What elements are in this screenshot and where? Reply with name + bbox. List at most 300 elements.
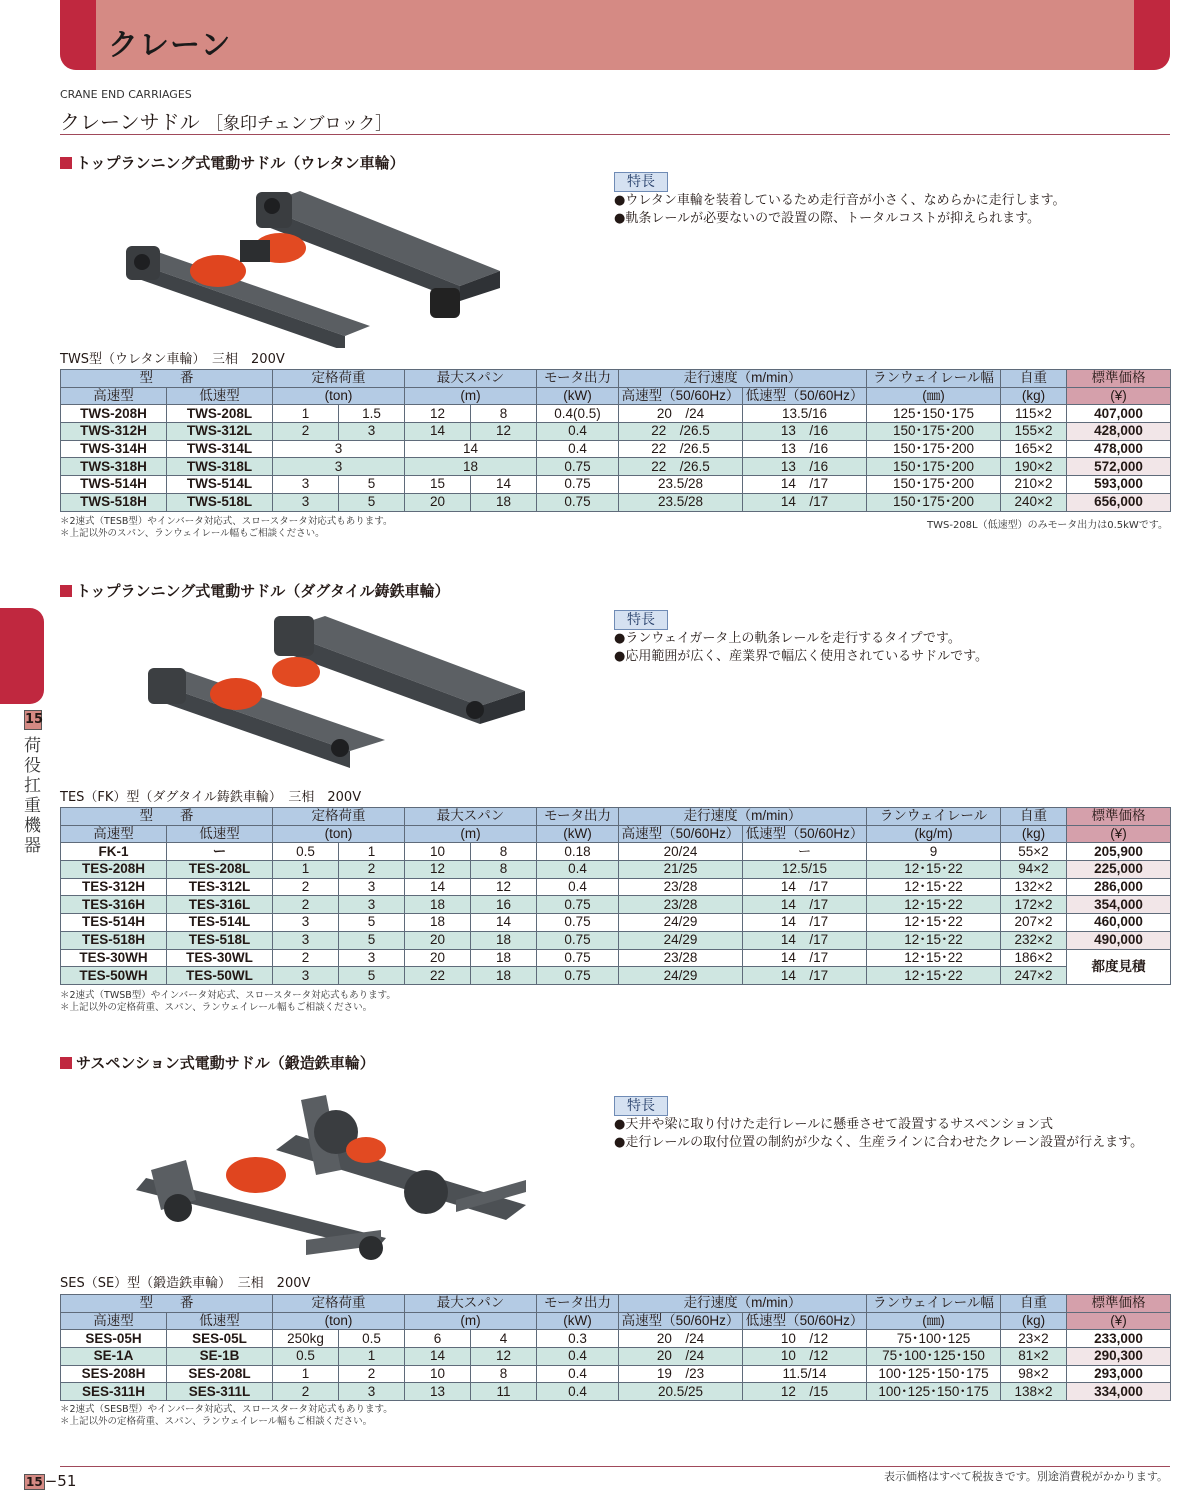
feature-badge-tws: 特長	[614, 172, 668, 192]
cell-model-fast: TWS-518H	[61, 493, 167, 511]
th-motor: モータ出力	[537, 1295, 619, 1313]
cell-price: 656,000	[1067, 493, 1171, 511]
feature-item: ●応用範囲が広く、産業界で幅広く使用されているサドルです。	[614, 649, 989, 664]
th-speed-slow: 低速型（50/60Hz）	[743, 387, 867, 405]
cell-price: 290,300	[1067, 1348, 1171, 1366]
cell-span-fast: 10	[405, 1365, 471, 1383]
feature-item: ●軌条レールが必要ないので設置の際、トータルコストが抑えられます。	[614, 211, 1041, 226]
cell-load-slow: 5	[339, 476, 405, 494]
cell-load-slow: 0.5	[339, 1330, 405, 1348]
cell-load-fast: 2	[273, 949, 339, 967]
cell-model-slow: TES-50WL	[167, 967, 273, 985]
feature-item: ●ウレタン車輪を装着しているため走行音が小さく、なめらかに走行します。	[614, 193, 1066, 208]
cell-rail: 75･100･125･150	[867, 1348, 1001, 1366]
table-row	[61, 405, 1171, 423]
cell-speed-slow: 12.5/15	[743, 861, 867, 879]
table-row	[61, 1348, 1171, 1366]
cell-span-slow: 11	[471, 1383, 537, 1401]
feature-item: ●ランウェイガータ上の軌条レールを走行するタイプです。	[614, 631, 961, 646]
table-row	[61, 967, 1171, 985]
table-row	[61, 878, 1171, 896]
th-span: 最大スパン	[405, 808, 537, 826]
cell-speed-slow: 12 /15	[743, 1383, 867, 1401]
table-row	[61, 914, 1171, 932]
cell-motor: 0.18	[537, 843, 619, 861]
th-rail: ランウェイレール幅	[867, 370, 1001, 388]
cell-load-fast: 1	[273, 861, 339, 879]
th-fast: 高速型	[61, 387, 167, 405]
cell-weight: 190×2	[1001, 458, 1067, 476]
note-item: ＊上記以外のスパン、ランウェイレール幅もご相談ください。	[60, 528, 325, 539]
th-rail-unit: (㎜)	[867, 1312, 1001, 1330]
page-title: クレーン	[108, 28, 232, 63]
th-price: 標準価格	[1067, 808, 1171, 826]
cell-speed-slow: 14 /17	[743, 931, 867, 949]
cell-model-slow: TWS-318L	[167, 458, 273, 476]
cell-rail: 12･15･22	[867, 878, 1001, 896]
subtitle-en: CRANE END CARRIAGES	[60, 88, 192, 101]
cell-weight: 210×2	[1001, 476, 1067, 494]
note-item: ＊上記以外の定格荷重、スパン、ランウェイレール幅もご相談ください。	[60, 1002, 373, 1013]
cell-price: 572,000	[1067, 458, 1171, 476]
cell-load-fast: 2	[273, 896, 339, 914]
th-weight: 自重	[1001, 1295, 1067, 1313]
cell-model-slow: TES-518L	[167, 931, 273, 949]
th-slow: 低速型	[167, 1312, 273, 1330]
cell-load-slow: 2	[339, 861, 405, 879]
cell-speed-fast: 22 /26.5	[619, 423, 743, 441]
th-motor-unit: (kW)	[537, 387, 619, 405]
spec-table-ses	[60, 1294, 1171, 1401]
cell-price: 293,000	[1067, 1365, 1171, 1383]
th-span: 最大スパン	[405, 1295, 537, 1313]
cell-price: 428,000	[1067, 423, 1171, 441]
cell-rail: 150･175･200	[867, 423, 1001, 441]
cell-load-fast: 3	[273, 914, 339, 932]
cell-rail: 75･100･125	[867, 1330, 1001, 1348]
cell-model-slow: TES-316L	[167, 896, 273, 914]
cell-price: 205,900	[1067, 843, 1171, 861]
cell-span-slow: 14	[471, 914, 537, 932]
th-load-unit: (ton)	[273, 825, 405, 843]
feature-list-ses	[614, 1116, 1143, 1152]
cell-rail: 150･175･200	[867, 440, 1001, 458]
th-weight: 自重	[1001, 808, 1067, 826]
header-accent-right	[1134, 0, 1170, 70]
cell-load-slow: 1	[339, 1348, 405, 1366]
table-row	[61, 458, 1171, 476]
th-span-unit: (m)	[405, 387, 537, 405]
cell-span-slow: 14	[471, 476, 537, 494]
cell-load-fast: 250kg	[273, 1330, 339, 1348]
section-title-text: トップランニング式電動サドル（ダグタイル鋳鉄車輪）	[76, 582, 450, 600]
cell-rail: 150･175･200	[867, 476, 1001, 494]
cell-span-slow: 18	[471, 949, 537, 967]
page-number	[24, 1472, 76, 1490]
cell-speed-fast: 20/24	[619, 843, 743, 861]
th-price: 標準価格	[1067, 1295, 1171, 1313]
side-chapter-number: 15	[24, 710, 42, 730]
cell-model-slow: TWS-208L	[167, 405, 273, 423]
cell-weight: 247×2	[1001, 967, 1067, 985]
cell-price: 354,000	[1067, 896, 1171, 914]
cell-speed-slow: 13 /16	[743, 458, 867, 476]
notes-ses	[60, 1404, 393, 1428]
cell-load-fast: 2	[273, 1383, 339, 1401]
cell-load-slow: 3	[339, 896, 405, 914]
cell-span-slow: 8	[471, 861, 537, 879]
cell-span-fast: 14	[405, 1348, 471, 1366]
cell-model-slow: TES-514L	[167, 914, 273, 932]
cell-load-slow: 3	[339, 878, 405, 896]
cell-span-fast: 10	[405, 843, 471, 861]
cell-load-fast: 2	[273, 878, 339, 896]
cell-span-slow: 12	[471, 1348, 537, 1366]
table-row	[61, 476, 1171, 494]
table-row	[61, 896, 1171, 914]
cell-speed-fast: 24/29	[619, 967, 743, 985]
cell-speed-fast: 24/29	[619, 914, 743, 932]
cell-load-fast: 3	[273, 967, 339, 985]
table-caption-ses: SES（SE）型（鍛造鉄車輪） 三相 200V	[60, 1276, 311, 1291]
th-model: 型 番	[61, 1295, 273, 1313]
cell-span-fast: 15	[405, 476, 471, 494]
feature-item: ●走行レールの取付位置の制約が少なく、生産ラインに合わせたクレーン設置が行えます。	[614, 1135, 1144, 1150]
cell-span-slow: 18	[471, 931, 537, 949]
th-load: 定格荷重	[273, 370, 405, 388]
cell-load-slow: 5	[339, 493, 405, 511]
cell-model-fast: TWS-312H	[61, 423, 167, 441]
th-span: 最大スパン	[405, 370, 537, 388]
section-marker	[60, 157, 72, 169]
cell-model-fast: TWS-514H	[61, 476, 167, 494]
cell-speed-fast: 20 /24	[619, 1348, 743, 1366]
cell-model-fast: FK-1	[61, 843, 167, 861]
cell-load-slow: 2	[339, 1365, 405, 1383]
cell-load-fast: 1	[273, 1365, 339, 1383]
th-speed: 走行速度（m/min）	[619, 808, 867, 826]
cell-span-slow: 12	[471, 423, 537, 441]
tes-saddle-photo	[140, 606, 530, 776]
cell-span-fast: 14	[405, 423, 471, 441]
cell-model-fast: TWS-208H	[61, 405, 167, 423]
th-price-unit: (¥)	[1067, 825, 1171, 843]
cell-load-slow: 1	[339, 843, 405, 861]
cell-model-fast: TES-312H	[61, 878, 167, 896]
cell-weight: 186×2	[1001, 949, 1067, 967]
th-motor: モータ出力	[537, 370, 619, 388]
th-motor-unit: (kW)	[537, 1312, 619, 1330]
cell-weight: 94×2	[1001, 861, 1067, 879]
cell-price: 286,000	[1067, 878, 1171, 896]
cell-speed-slow: ー	[743, 843, 867, 861]
cell-weight: 232×2	[1001, 931, 1067, 949]
cell-span-fast: 14	[405, 878, 471, 896]
cell-model-fast: TES-518H	[61, 931, 167, 949]
cell-motor: 0.4(0.5)	[537, 405, 619, 423]
cell-span-fast: 6	[405, 1330, 471, 1348]
th-weight: 自重	[1001, 370, 1067, 388]
cell-model-fast: SES-311H	[61, 1383, 167, 1401]
cell-load-fast: 1	[273, 405, 339, 423]
cell-motor: 0.75	[537, 914, 619, 932]
cell-model-fast: TES-50WH	[61, 967, 167, 985]
cell-speed-slow: 13 /16	[743, 440, 867, 458]
th-motor-unit: (kW)	[537, 825, 619, 843]
th-weight-unit: (kg)	[1001, 387, 1067, 405]
th-weight-unit: (kg)	[1001, 825, 1067, 843]
th-span-unit: (m)	[405, 1312, 537, 1330]
cell-span-fast: 12	[405, 861, 471, 879]
cell-span-fast: 20	[405, 493, 471, 511]
subtitle-maker: ［象印チェンブロック］	[205, 114, 393, 134]
table-row	[61, 949, 1171, 967]
section-title-ses	[60, 1052, 375, 1073]
cell-model-slow: SES-05L	[167, 1330, 273, 1348]
cell-speed-fast: 20.5/25	[619, 1383, 743, 1401]
side-tab	[0, 608, 44, 704]
notes-tes	[60, 990, 396, 1014]
cell-model-slow: TWS-312L	[167, 423, 273, 441]
cell-load: 3	[273, 458, 405, 476]
cell-span-slow: 12	[471, 878, 537, 896]
cell-load-slow: 3	[339, 949, 405, 967]
cell-span-slow: 16	[471, 896, 537, 914]
cell-span-fast: 13	[405, 1383, 471, 1401]
cell-motor: 0.4	[537, 440, 619, 458]
th-rail-unit: (kg/m)	[867, 825, 1001, 843]
note-item: ＊2速式（TESB型）やインバータ対応式、スロースタータ対応式もあります。	[60, 516, 393, 527]
spec-table-tes	[60, 807, 1171, 985]
table-row	[61, 1383, 1171, 1401]
cell-span-fast: 18	[405, 896, 471, 914]
cell-span-slow: 18	[471, 493, 537, 511]
th-load: 定格荷重	[273, 808, 405, 826]
cell-load-fast: 2	[273, 423, 339, 441]
cell-load-slow: 3	[339, 1383, 405, 1401]
cell-speed-fast: 21/25	[619, 861, 743, 879]
cell-motor: 0.75	[537, 931, 619, 949]
cell-price: 593,000	[1067, 476, 1171, 494]
cell-speed-slow: 13.5/16	[743, 405, 867, 423]
cell-load-fast: 3	[273, 493, 339, 511]
th-rail-unit: (㎜)	[867, 387, 1001, 405]
table-row	[61, 861, 1171, 879]
cell-price: 478,000	[1067, 440, 1171, 458]
cell-speed-fast: 23.5/28	[619, 476, 743, 494]
ses-saddle-photo	[126, 1080, 546, 1270]
cell-rail: 12･15･22	[867, 967, 1001, 985]
tws-saddle-photo	[120, 176, 510, 348]
cell-span-fast: 20	[405, 949, 471, 967]
cell-motor: 0.4	[537, 1383, 619, 1401]
th-rail: ランウェイレール幅	[867, 1295, 1001, 1313]
feature-item: ●天井や梁に取り付けた走行レールに懸垂させて設置するサスペンション式	[614, 1117, 1053, 1132]
cell-speed-slow: 14 /17	[743, 896, 867, 914]
cell-speed-slow: 14 /17	[743, 878, 867, 896]
cell-motor: 0.4	[537, 423, 619, 441]
th-span-unit: (m)	[405, 825, 537, 843]
cell-model-slow: TES-30WL	[167, 949, 273, 967]
subtitle-jp	[60, 106, 392, 135]
subtitle-divider	[60, 134, 1170, 135]
cell-weight: 207×2	[1001, 914, 1067, 932]
cell-weight: 165×2	[1001, 440, 1067, 458]
th-model: 型 番	[61, 370, 273, 388]
cell-rail: 100･125･150･175	[867, 1365, 1001, 1383]
th-price: 標準価格	[1067, 370, 1171, 388]
cell-motor: 0.75	[537, 458, 619, 476]
cell-motor: 0.4	[537, 1348, 619, 1366]
cell-speed-slow: 11.5/14	[743, 1365, 867, 1383]
cell-load-slow: 5	[339, 967, 405, 985]
th-price-unit: (¥)	[1067, 387, 1171, 405]
th-load-unit: (ton)	[273, 387, 405, 405]
cell-span-fast: 20	[405, 931, 471, 949]
cell-model-fast: TES-208H	[61, 861, 167, 879]
cell-load-slow: 5	[339, 931, 405, 949]
th-speed-fast: 高速型（50/60Hz）	[619, 825, 743, 843]
cell-motor: 0.75	[537, 949, 619, 967]
cell-model-fast: SE-1A	[61, 1348, 167, 1366]
section-marker	[60, 585, 72, 597]
cell-rail: 12･15･22	[867, 931, 1001, 949]
th-slow: 低速型	[167, 387, 273, 405]
feature-badge-tes: 特長	[614, 610, 668, 630]
section-title-tws	[60, 152, 405, 173]
note-right-tws: TWS-208L（低速型）のみモータ出力は0.5kWです。	[927, 520, 1168, 531]
cell-rail: 150･175･200	[867, 493, 1001, 511]
cell-model-slow: SES-208L	[167, 1365, 273, 1383]
section-title-tes	[60, 580, 450, 601]
cell-rail: 12･15･22	[867, 861, 1001, 879]
cell-speed-fast: 23.5/28	[619, 493, 743, 511]
th-speed-slow: 低速型（50/60Hz）	[743, 825, 867, 843]
cell-weight: 98×2	[1001, 1365, 1067, 1383]
table-caption-tws: TWS型（ウレタン車輪） 三相 200V	[60, 352, 285, 367]
cell-model-fast: SES-208H	[61, 1365, 167, 1383]
cell-weight: 115×2	[1001, 405, 1067, 423]
note-item: ＊上記以外の定格荷重、スパン、ランウェイレール幅もご相談ください。	[60, 1416, 373, 1427]
cell-speed-fast: 23/28	[619, 878, 743, 896]
cell-price: 460,000	[1067, 914, 1171, 932]
cell-speed-slow: 10 /12	[743, 1330, 867, 1348]
cell-price: 490,000	[1067, 931, 1171, 949]
cell-load-fast: 0.5	[273, 1348, 339, 1366]
side-chapter-label: 荷役扛重機器	[24, 736, 41, 856]
cell-rail: 100･125･150･175	[867, 1383, 1001, 1401]
cell-span-slow: 8	[471, 1365, 537, 1383]
table-row	[61, 1330, 1171, 1348]
feature-list-tws	[614, 192, 1066, 228]
th-speed-fast: 高速型（50/60Hz）	[619, 1312, 743, 1330]
cell-speed-fast: 20 /24	[619, 405, 743, 423]
cell-span-slow: 18	[471, 967, 537, 985]
th-speed: 走行速度（m/min）	[619, 370, 867, 388]
cell-load-slow: 5	[339, 914, 405, 932]
cell-price: 334,000	[1067, 1383, 1171, 1401]
cell-span: 14	[405, 440, 537, 458]
th-speed: 走行速度（m/min）	[619, 1295, 867, 1313]
th-speed-slow: 低速型（50/60Hz）	[743, 1312, 867, 1330]
cell-rail: 9	[867, 843, 1001, 861]
cell-weight: 240×2	[1001, 493, 1067, 511]
cell-motor: 0.75	[537, 493, 619, 511]
cell-price: 407,000	[1067, 405, 1171, 423]
cell-speed-slow: 14 /17	[743, 914, 867, 932]
section-title-text: サスペンション式電動サドル（鍛造鉄車輪）	[76, 1054, 375, 1072]
cell-price-quote: 都度見積	[1067, 949, 1171, 984]
cell-speed-fast: 19 /23	[619, 1365, 743, 1383]
table-row	[61, 1365, 1171, 1383]
cell-load-slow: 3	[339, 423, 405, 441]
cell-load-fast: 0.5	[273, 843, 339, 861]
cell-speed-fast: 22 /26.5	[619, 440, 743, 458]
cell-span-slow: 8	[471, 405, 537, 423]
cell-model-slow: TWS-314L	[167, 440, 273, 458]
feature-badge-ses: 特長	[614, 1096, 668, 1116]
cell-weight: 138×2	[1001, 1383, 1067, 1401]
cell-speed-slow: 14 /17	[743, 949, 867, 967]
cell-span-fast: 18	[405, 914, 471, 932]
th-rail: ランウェイレール	[867, 808, 1001, 826]
note-item: ＊2速式（SESB型）やインバータ対応式、スロースタータ対応式もあります。	[60, 1404, 393, 1415]
cell-speed-fast: 22 /26.5	[619, 458, 743, 476]
cell-price: 233,000	[1067, 1330, 1171, 1348]
feature-list-tes	[614, 630, 988, 666]
cell-span-fast: 12	[405, 405, 471, 423]
cell-model-fast: TES-514H	[61, 914, 167, 932]
cell-motor: 0.4	[537, 861, 619, 879]
cell-model-slow: SE-1B	[167, 1348, 273, 1366]
cell-rail: 12･15･22	[867, 896, 1001, 914]
cell-model-fast: TWS-314H	[61, 440, 167, 458]
cell-motor: 0.4	[537, 1365, 619, 1383]
th-fast: 高速型	[61, 825, 167, 843]
th-weight-unit: (kg)	[1001, 1312, 1067, 1330]
cell-rail: 12･15･22	[867, 949, 1001, 967]
header-accent-left	[60, 0, 96, 70]
cell-motor: 0.75	[537, 896, 619, 914]
cell-speed-slow: 13 /16	[743, 423, 867, 441]
cell-speed-fast: 24/29	[619, 931, 743, 949]
cell-speed-slow: 10 /12	[743, 1348, 867, 1366]
th-load-unit: (ton)	[273, 1312, 405, 1330]
cell-model-slow: TWS-514L	[167, 476, 273, 494]
table-row	[61, 843, 1171, 861]
cell-model-slow: ー	[167, 843, 273, 861]
cell-speed-fast: 20 /24	[619, 1330, 743, 1348]
cell-weight: 155×2	[1001, 423, 1067, 441]
th-model: 型 番	[61, 808, 273, 826]
notes-tws	[60, 516, 393, 540]
cell-span: 18	[405, 458, 537, 476]
table-caption-tes: TES（FK）型（ダグタイル鋳鉄車輪） 三相 200V	[60, 790, 362, 805]
cell-model-slow: TES-208L	[167, 861, 273, 879]
th-price-unit: (¥)	[1067, 1312, 1171, 1330]
th-motor: モータ出力	[537, 808, 619, 826]
cell-span-slow: 8	[471, 843, 537, 861]
cell-speed-fast: 23/28	[619, 949, 743, 967]
cell-weight: 172×2	[1001, 896, 1067, 914]
cell-model-fast: TWS-318H	[61, 458, 167, 476]
section-title-text: トップランニング式電動サドル（ウレタン車輪）	[76, 154, 405, 172]
page-number-text: −51	[44, 1472, 77, 1490]
cell-span-fast: 22	[405, 967, 471, 985]
cell-speed-fast: 23/28	[619, 896, 743, 914]
cell-model-fast: TES-316H	[61, 896, 167, 914]
cell-load-fast: 3	[273, 931, 339, 949]
